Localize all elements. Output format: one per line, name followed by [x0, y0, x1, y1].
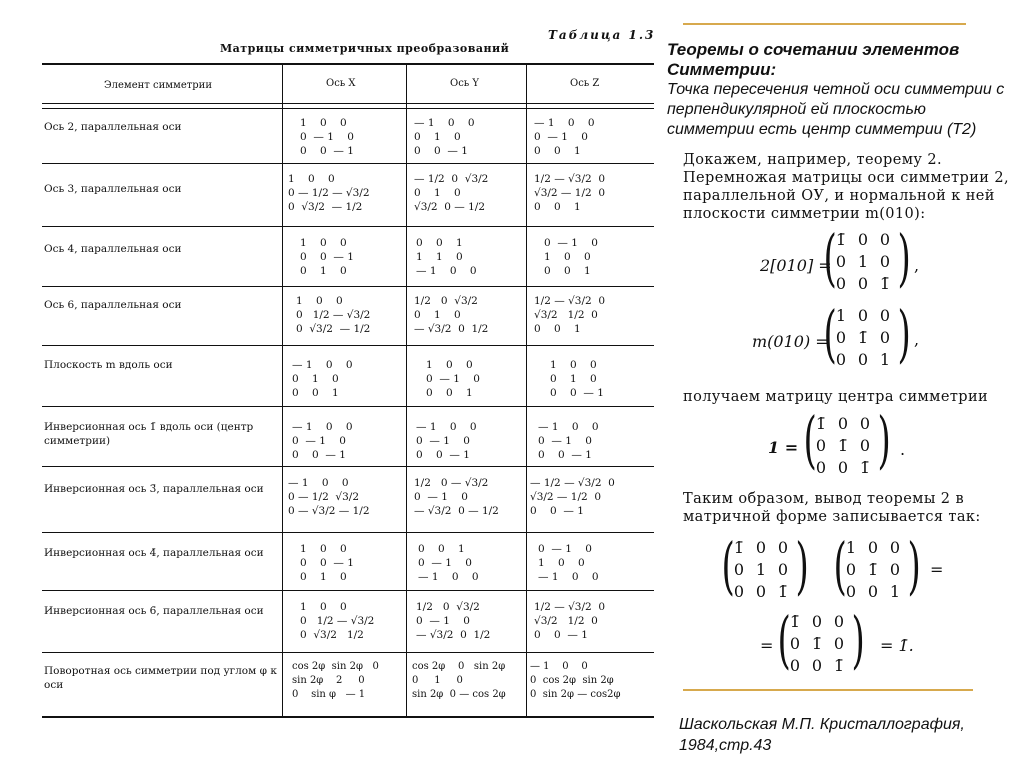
matrix-entry: 0 [857, 306, 869, 325]
paren-left: ( [777, 603, 791, 676]
matrix-entry: 0 [867, 538, 879, 557]
paren-right: ) [877, 403, 891, 476]
matrix-entry: 1̄ [833, 656, 845, 675]
table-col-divider [526, 64, 527, 716]
matrix-entry: 0 [879, 328, 891, 347]
matrix-entry: 1̄ [777, 582, 789, 601]
paren-left: ( [823, 221, 837, 294]
paren-left: ( [823, 297, 837, 370]
matrix-x: 1 0 0 0 — 1 0 0 0 — 1 [300, 117, 354, 157]
header-axis-z: Ось Z [570, 78, 600, 89]
table-rule-header-2 [42, 108, 654, 109]
matrix-entry: 1̄ [859, 458, 871, 477]
matrix-y: 1/2 0 √3/2 0 1 0 — √3/2 0 1/2 [414, 295, 489, 335]
paren-right: ) [897, 297, 911, 370]
matrix-x: — 1 0 0 0 — 1 0 0 0 — 1 [292, 421, 353, 461]
matrix-entry: 0 [857, 230, 869, 249]
table-rule [42, 345, 654, 346]
matrix-entry: 0 [879, 306, 891, 325]
matrix-z: — 1 0 0 0 cos 2φ sin 2φ 0 sin 2φ — cos2φ [530, 661, 621, 700]
matrix-eq5 [784, 612, 850, 678]
matrix-y: 0 0 1 1 1 0 — 1 0 0 [416, 237, 477, 277]
matrix-entry: 0 [889, 538, 901, 557]
matrix-x: 1 0 0 0 1/2 — √3/2 0 √3/2 — 1/2 [296, 295, 371, 335]
matrix-entry: 0 [777, 560, 789, 579]
matrix-entry: 0 [845, 560, 857, 579]
matrix-x: — 1 0 0 0 1 0 0 0 1 [292, 359, 353, 399]
table-rule [42, 532, 654, 533]
matrix-entry: 0 [811, 656, 823, 675]
row-label: Ось 6, параллельная оси [44, 299, 182, 311]
table-rule-header [42, 103, 654, 104]
matrix-entry: 1̄ [789, 612, 801, 631]
eq2-label: m(010) = [752, 332, 829, 351]
paren-left: ( [721, 529, 735, 602]
matrix-entry: 0 [859, 436, 871, 455]
matrix-entry: 1̄ [867, 560, 879, 579]
matrix-entry: 0 [859, 414, 871, 433]
matrix-entry: 1 [755, 560, 767, 579]
matrix-entry: 1̄ [837, 436, 849, 455]
table-rule [42, 163, 654, 164]
table-rule [42, 652, 654, 653]
matrix-y: 1/2 0 √3/2 0 — 1 0 — √3/2 0 1/2 [416, 601, 491, 641]
table-rule-top [42, 63, 654, 65]
matrix-eq1 [830, 230, 896, 296]
matrix-x: — 1 0 0 0 — 1/2 √3/2 0 — √3/2 — 1/2 [288, 477, 370, 517]
comma: , [914, 256, 920, 275]
table-rule [42, 226, 654, 227]
eq1-label: 2[010] = [760, 256, 832, 275]
proof-paragraph-3: Таким образом, вывод теоремы 2 в матричной форме записывается так: [683, 491, 981, 525]
matrix-entry: 0 [889, 560, 901, 579]
theorem-title: Теоремы о сочетании элементов Симметрии: [667, 40, 960, 79]
citation: Шаскольская М.П. Кристаллография, 1984,стр.43 [679, 716, 965, 754]
row-label: Плоскость m вдоль оси [44, 359, 173, 371]
matrix-entry: 0 [815, 458, 827, 477]
matrix-z: 0 — 1 0 1 0 0 — 1 0 0 [538, 543, 599, 583]
matrix-eq3 [810, 414, 876, 480]
matrix-y: cos 2φ 0 sin 2φ 0 1 0 sin 2φ 0 — cos 2φ [412, 661, 506, 700]
table-label: Таблица 1.3 [548, 28, 656, 42]
matrix-entry: 1 [857, 252, 869, 271]
matrix-y: 0 0 1 0 — 1 0 — 1 0 0 [418, 543, 479, 583]
matrix-entry: 0 [879, 252, 891, 271]
matrix-y: — 1 0 0 0 — 1 0 0 0 — 1 [416, 421, 477, 461]
table-rule-bottom [42, 716, 654, 718]
matrix-entry: 1̄ [857, 328, 869, 347]
row-label: Инверсионная ось 3̄, параллельная оси [44, 483, 264, 495]
matrix-entry: 0 [733, 582, 745, 601]
proof-paragraph-2: получаем матрицу центра симметрии [683, 389, 989, 405]
matrix-y: 1/2 0 — √3/2 0 — 1 0 — √3/2 0 — 1/2 [414, 477, 499, 517]
matrix-z: 1/2 — √3/2 0 √3/2 1/2 0 0 0 1 [534, 295, 606, 335]
header-axis-y: Ось Y [450, 78, 480, 89]
matrix-entry: 1̄ [811, 634, 823, 653]
matrix-entry: 0 [857, 274, 869, 293]
period: . [900, 440, 906, 459]
table-col-divider [282, 64, 283, 716]
matrix-entry: 0 [815, 436, 827, 455]
gold-rule-bottom [683, 689, 973, 691]
matrix-z: 1/2 — √3/2 0 √3/2 1/2 0 0 0 — 1 [534, 601, 606, 641]
matrix-x: cos 2φ sin 2φ 0 sin 2φ 2 0 0 sin φ — 1 [292, 661, 379, 700]
table-rule [42, 286, 654, 287]
matrix-entry: 1 [845, 538, 857, 557]
matrix-z: 0 — 1 0 1 0 0 0 0 1 [544, 237, 598, 277]
matrix-entry: 0 [879, 230, 891, 249]
theorem-statement: Точка пересечения четной оси симметрии с перпендикулярной ей плоскостью симметрии есть центр симметрии (Т2) [667, 81, 1005, 138]
comma: , [914, 330, 920, 349]
paren-right: ) [897, 221, 911, 294]
matrix-entry: 0 [733, 560, 745, 579]
row-label: Ось 4, параллельная оси [44, 243, 182, 255]
matrix-x: 1 0 0 0 — 1/2 — √3/2 0 √3/2 — 1/2 [288, 173, 370, 213]
header-axis-x: Ось X [326, 78, 356, 89]
table-col-divider [406, 64, 407, 716]
matrix-entry: 0 [837, 414, 849, 433]
matrix-entry: 0 [867, 582, 879, 601]
paren-left: ( [803, 403, 817, 476]
matrix-eq4a [728, 538, 794, 604]
matrix-entry: 0 [811, 612, 823, 631]
table-rule [42, 590, 654, 591]
gold-rule-top [683, 23, 966, 25]
matrix-z: — 1 0 0 0 — 1 0 0 0 1 [534, 117, 595, 157]
matrix-entry: 0 [777, 538, 789, 557]
matrix-entry: 0 [789, 656, 801, 675]
matrix-y: — 1/2 0 √3/2 0 1 0 √3/2 0 — 1/2 [414, 173, 489, 213]
proof-paragraph-1: Докажем, например, теорему 2. Перемножая матрицы оси симметрии 2, параллельной ОУ, и нормальной к ней плоскости симметрии m(010): [683, 152, 1009, 222]
paren-right: ) [795, 529, 809, 602]
matrix-entry: 0 [833, 634, 845, 653]
matrix-x: 1 0 0 0 0 — 1 0 1 0 [300, 543, 354, 583]
table-rule [42, 466, 654, 467]
matrix-z: 1/2 — √3/2 0 √3/2 — 1/2 0 0 0 1 [534, 173, 606, 213]
paren-right: ) [851, 603, 865, 676]
matrix-entry: 0 [837, 458, 849, 477]
matrix-entry: 0 [835, 328, 847, 347]
matrix-eq2 [830, 306, 896, 372]
matrix-entry: 1̄ [815, 414, 827, 433]
matrix-x: 1 0 0 0 1/2 — √3/2 0 √3/2 1/2 [300, 601, 375, 641]
matrix-x: 1 0 0 0 0 — 1 0 1 0 [300, 237, 354, 277]
matrix-entry: 1 [835, 306, 847, 325]
matrix-entry: 0 [833, 612, 845, 631]
matrix-entry: 0 [755, 582, 767, 601]
matrix-entry: 0 [857, 350, 869, 369]
matrix-entry: 0 [755, 538, 767, 557]
row-label: Поворотная ось симметрии под углом φ к оси [44, 665, 277, 691]
matrix-entry: 1̄ [879, 274, 891, 293]
equals-sign: = [760, 636, 774, 655]
table-title: Матрицы симметричных преобразований [220, 42, 510, 55]
table-rule [42, 406, 654, 407]
matrix-entry: 0 [789, 634, 801, 653]
matrix-entry: 1̄ [733, 538, 745, 557]
paren-left: ( [833, 529, 847, 602]
eq5-result: = 1̄. [880, 636, 914, 655]
equals-sign: = [930, 560, 944, 579]
row-label: Инверсионная ось 1̄ вдоль оси (центр симметрии) [44, 421, 254, 447]
eq3-label: 1 = [768, 438, 799, 457]
row-label: Инверсионная ось 6̄, параллельная оси [44, 605, 264, 617]
matrix-eq4b [840, 538, 906, 604]
matrix-entry: 0 [835, 274, 847, 293]
row-label: Инверсионная ось 4̄, параллельная оси [44, 547, 264, 559]
header-element: Элемент симметрии [104, 80, 212, 91]
paren-right: ) [907, 529, 921, 602]
matrix-z: — 1/2 — √3/2 0 √3/2 — 1/2 0 0 0 — 1 [530, 477, 615, 517]
matrix-entry: 0 [845, 582, 857, 601]
matrix-z: 1 0 0 0 1 0 0 0 — 1 [550, 359, 604, 399]
matrix-entry: 1 [889, 582, 901, 601]
matrix-z: — 1 0 0 0 — 1 0 0 0 — 1 [538, 421, 599, 461]
matrix-entry: 1 [879, 350, 891, 369]
matrix-entry: 0 [835, 350, 847, 369]
matrix-y: — 1 0 0 0 1 0 0 0 — 1 [414, 117, 475, 157]
matrix-entry: 1̄ [835, 230, 847, 249]
row-label: Ось 3, параллельная оси [44, 183, 182, 195]
matrix-entry: 0 [835, 252, 847, 271]
row-label: Ось 2, параллельная оси [44, 121, 182, 133]
matrix-y: 1 0 0 0 — 1 0 0 0 1 [426, 359, 480, 399]
